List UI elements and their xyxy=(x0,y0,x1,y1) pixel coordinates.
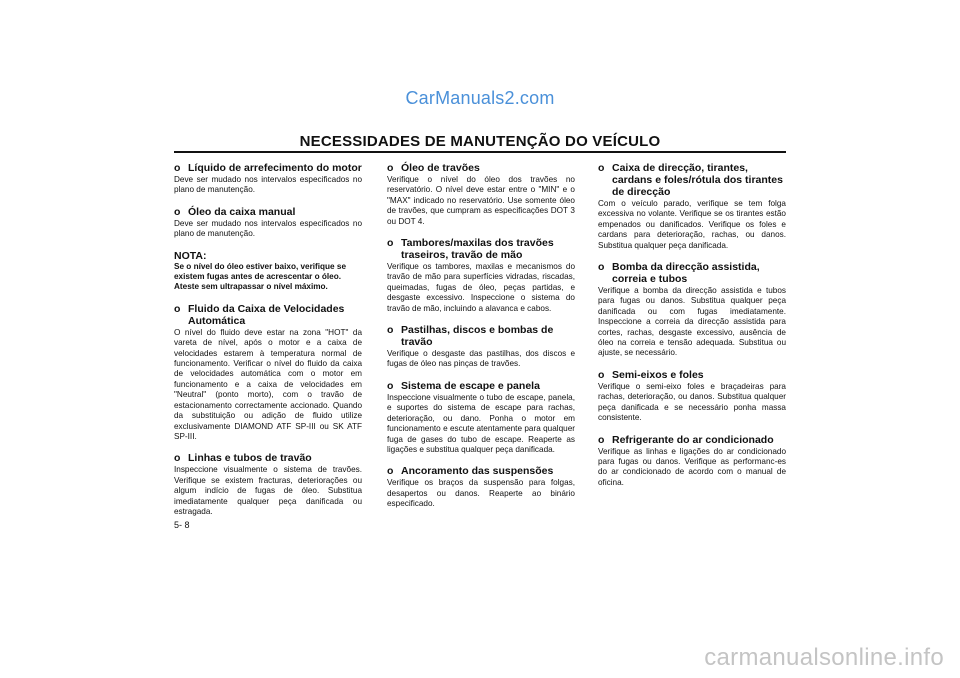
section-title: Pastilhas, discos e bombas de travão xyxy=(401,324,554,349)
maintenance-section xyxy=(174,206,362,240)
section-title: Bomba da direcção assistida, correia e tubos xyxy=(612,261,760,286)
section-title: Ancoramento das suspensões xyxy=(401,465,554,478)
section-body: Verifique as linhas e ligações do ar condicionado para fugas ou danos. Verifique as performanc-es do ar condicionado de acordo com o manual de oficina. xyxy=(598,446,786,487)
section-body: Verifique o semi-eixo foles e braçadeiras para rachas, deterioração, ou danos. Substitua qualquer peça danificada e se necessário ponha massa consistente. xyxy=(598,381,786,423)
section-heading xyxy=(387,162,575,174)
section-heading xyxy=(174,206,362,218)
maintenance-section xyxy=(174,303,362,442)
maintenance-section xyxy=(387,465,575,509)
bullet-marker: o xyxy=(598,162,605,174)
section-heading xyxy=(598,261,786,285)
bullet-marker: o xyxy=(598,433,605,446)
bullet-marker: o xyxy=(174,205,181,218)
bullet-marker: o xyxy=(174,302,181,315)
section-heading xyxy=(174,452,362,464)
watermark-bottom[interactable]: carmanualsonline.info xyxy=(704,644,944,671)
bullet-marker: o xyxy=(387,324,394,337)
section-title: Caixa de direcção, tirantes, cardans e foles/rótula dos tirantes de direcção xyxy=(612,162,783,198)
section-body: Deve ser mudado nos intervalos especificados no plano de manutenção. xyxy=(174,218,362,239)
section-title: Tambores/maxilas dos travões traseiros, travão de mão xyxy=(401,237,554,262)
section-heading xyxy=(387,237,575,261)
section-title: Refrigerante do ar condicionado xyxy=(612,433,774,446)
maintenance-section xyxy=(387,324,575,370)
note-body: Se o nível do óleo estiver baixo, verifique se existem fugas antes de acrescentar o óleo. Ateste sem ultrapassar o nível máximo. xyxy=(174,261,346,292)
bullet-marker: o xyxy=(174,162,181,174)
bullet-marker: o xyxy=(598,261,605,274)
section-heading xyxy=(598,162,786,198)
bullet-marker: o xyxy=(387,379,394,392)
section-title: Sistema de escape e panela xyxy=(401,379,540,392)
section-body: O nível do fluido deve estar na zona "HOT" da vareta de nível, após o motor e a caixa de velocidades estarem à temperatura normal de funcionamento. Verificar o nível do fluido da caixa de velocidades automática com o motor em funcionamento e a caixa de velocidades em "Neutral" (ponto morto), com o travão de estacionamento correctamente accionado. Quando da substituição ou adição de fluido utilize exclusivamente DIAMOND ATF SP-III ou SK ATF SP-III. xyxy=(174,327,362,441)
section-title: Óleo de travões xyxy=(401,162,480,174)
section-body: Inspeccione visualmente o tubo de escape, panela, e suportes do sistema de escape para rachas, deterioração, ou dano. Ponha o motor em funcionamento e escute atentamente para qualquer fuga de gases do tubo de escape. Reaperte as ligações e substitua qualquer peça danificada. xyxy=(387,392,575,454)
section-heading xyxy=(174,303,362,327)
maintenance-section xyxy=(387,380,575,455)
section-title: Semi-eixos e foles xyxy=(612,368,704,381)
bullet-marker: o xyxy=(387,162,394,174)
section-heading xyxy=(387,465,575,477)
maintenance-section xyxy=(387,162,575,227)
title-divider xyxy=(174,151,786,153)
section-heading xyxy=(387,380,575,392)
section-heading xyxy=(174,162,362,174)
page-number: 5- 8 xyxy=(174,520,190,530)
bullet-marker: o xyxy=(387,465,394,478)
bullet-marker: o xyxy=(598,368,605,381)
section-body: Inspeccione visualmente o sistema de travões. Verifique se existem fracturas, deteriorações ou algum indício de fugas de óleo. Substitua imediatamente qualquer peça danificada ou estragada. xyxy=(174,465,362,516)
bullet-marker: o xyxy=(174,452,181,465)
maintenance-section xyxy=(598,434,786,489)
column-2 xyxy=(387,162,575,520)
note-title: NOTA: xyxy=(174,249,207,262)
section-body: Verifique os tambores, maxilas e mecanismos do travão de mão para superfícies vidradas, riscadas, queimadas, fugas de óleo, peças partidas, e desgaste excessivo. Inspeccione o sistema do travão de mão, incluindo a alavanca e cabos. xyxy=(387,262,575,313)
section-heading xyxy=(598,369,786,381)
section-body: Verifique o nível do óleo dos travões no reservatório. O nível deve estar entre o "MIN" e o "MAX" indicado no reservatório. Use somente óleo de travões, que cumpram as especificações DOT 3 ou DOT 4. xyxy=(387,175,575,226)
column-3 xyxy=(598,162,786,498)
bullet-marker: o xyxy=(387,237,394,250)
column-1 xyxy=(174,162,362,527)
watermark-top[interactable]: CarManuals2.com xyxy=(405,88,555,108)
note-block xyxy=(174,250,362,293)
maintenance-section xyxy=(174,452,362,517)
page-title: NECESSIDADES DE MANUTENÇÃO DO VEÍCULO xyxy=(299,133,661,150)
section-body: Com o veículo parado, verifique se tem folga excessiva no volante. Verifique se os tirantes estão empenados ou danificados. Verifique os foles e cardans para deterioração, rachas, ou danos. Substitua qualquer peça danificada. xyxy=(598,199,786,250)
section-body: Deve ser mudado nos intervalos especificados no plano de manutenção. xyxy=(174,175,362,195)
section-heading xyxy=(598,434,786,446)
section-heading xyxy=(387,324,575,348)
section-title: Fluido da Caixa de Velocidades Automática xyxy=(188,302,345,327)
section-body: Verifique o desgaste das pastilhas, dos discos e fugas de óleo nas pinças de travões. xyxy=(387,349,575,369)
section-title: Linhas e tubos de travão xyxy=(188,452,312,465)
maintenance-section xyxy=(598,369,786,424)
maintenance-section xyxy=(598,162,786,251)
maintenance-section xyxy=(174,162,362,196)
section-title: Óleo da caixa manual xyxy=(188,205,296,218)
section-body: Verifique os braços da suspensão para folgas, desapertos ou danos. Reaperte ao binário especificado. xyxy=(387,478,575,509)
section-title: Líquido de arrefecimento do motor xyxy=(188,162,362,174)
maintenance-section xyxy=(387,237,575,314)
maintenance-section xyxy=(598,261,786,359)
section-body: Verifique a bomba da direcção assistida e tubos para fugas ou danos. Substitua qualquer peça danificada ou com fugas imediatamente. Inspeccione a correia da direcção assistida para cortes, rachas, desgaste excessivo, ausência de óleo na correia e tensão adequada. Substitua ou ajuste, se necessário. xyxy=(598,286,786,358)
